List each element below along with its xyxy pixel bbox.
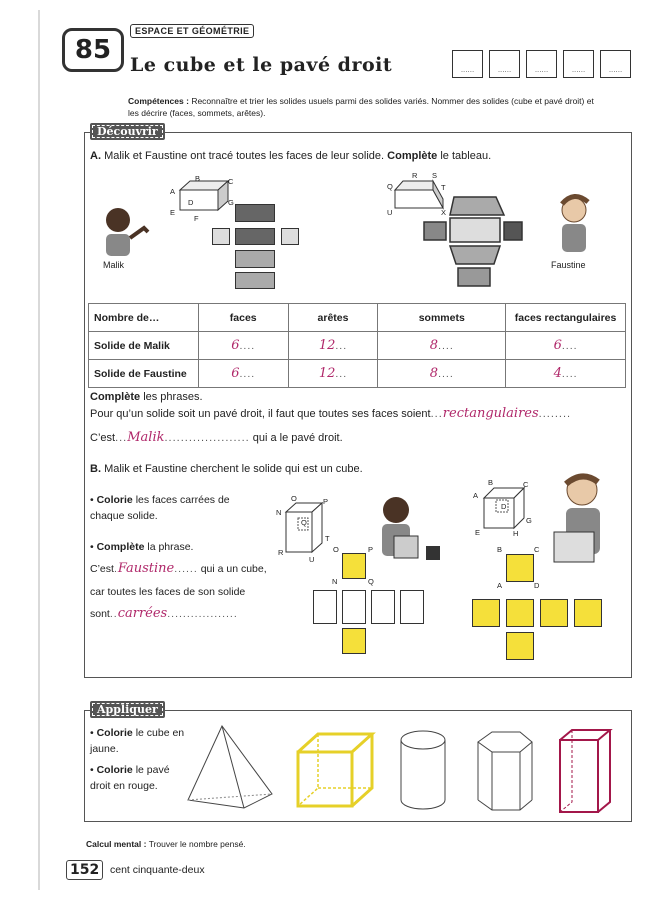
eval-box[interactable]: ...... (452, 50, 483, 78)
lesson-number: 85 (62, 28, 124, 72)
net-face-colored[interactable] (342, 553, 366, 579)
cube-sentence-3: sont..carrées.................. (90, 606, 238, 621)
net-face-colored[interactable] (472, 599, 500, 627)
table-cell[interactable]: 12... (288, 360, 378, 388)
part-a-end: le tableau. (440, 150, 492, 162)
faustine-cube-label: G (526, 516, 532, 525)
part-a-letter: A. (90, 150, 101, 162)
malik-cube-label: P (323, 497, 329, 506)
faustine-cube-label: C (523, 480, 529, 489)
appliquer-bullet-1: • Colorie le cube en jaune. (90, 727, 185, 755)
row-label: Solide de Malik (89, 332, 199, 360)
malik-net-label: O (333, 545, 339, 554)
faustine-cube-label: D (501, 502, 507, 511)
table-cell[interactable]: 4.... (506, 360, 626, 388)
calcul-label: Calcul mental : (86, 839, 147, 849)
answer: 6 (231, 366, 240, 381)
cube-sentence-2 (90, 584, 245, 600)
malik-label: F (194, 214, 199, 223)
eval-box[interactable]: ...... (526, 50, 557, 78)
appliquer-bullet-2-rest: le pavé droit en rouge. (90, 764, 170, 792)
bullet-2-bold: Complète (96, 541, 145, 553)
malik-b-illustration (372, 492, 442, 564)
net-face (235, 272, 275, 289)
faustine-net-label: D (534, 581, 540, 590)
table-cell[interactable]: 6.... (198, 332, 288, 360)
appliquer-tag: Appliquer (90, 701, 165, 718)
phrase-line-1: Pour qu’un solide soit un pavé droit, il faut que toutes ses faces soient...rectangulaires........ (90, 406, 572, 421)
malik-label: C (228, 177, 234, 186)
faustine-label: R (412, 171, 418, 180)
table-cell[interactable]: 6.... (198, 360, 288, 388)
faustine-b-illustration (540, 470, 620, 566)
faustine-cube-label: E (475, 528, 481, 537)
hexagonal-prism-shape[interactable] (478, 732, 532, 810)
table-header: sommets (378, 304, 506, 332)
eval-box[interactable]: ...... (563, 50, 594, 78)
bullet-1-bold: Colorie (96, 494, 133, 506)
margin-line (38, 10, 40, 890)
faustine-net (420, 194, 525, 290)
malik-solid-b (282, 500, 332, 560)
malik-label: A (170, 187, 176, 196)
net-face-colored[interactable] (574, 599, 602, 627)
answer: 6 (553, 338, 562, 353)
table-cell[interactable]: 12... (288, 332, 378, 360)
calcul-text: Trouver le nombre pensé. (148, 839, 246, 849)
table-cell[interactable]: 6.... (506, 332, 626, 360)
calcul-mental (86, 839, 246, 849)
appliquer-bullet-1-rest: le cube en jaune. (90, 727, 185, 755)
malik-cube-label: R (278, 548, 284, 557)
eval-box[interactable]: ...... (600, 50, 631, 78)
answer: 6 (231, 338, 240, 353)
cube-sentence-1: C’est.Faustine...... qui a un cube, (90, 561, 267, 576)
faustine-cube-label: B (488, 478, 494, 487)
part-b-intro (90, 463, 363, 475)
malik-net-label: N (332, 577, 338, 586)
malik-net-label: Q (368, 577, 374, 586)
malik-net-label: P (368, 545, 374, 554)
row-label: Solide de Faustine (89, 360, 199, 388)
part-b-text: Malik et Faustine cherchent le solide qui est un cube. (104, 463, 363, 475)
net-face[interactable] (371, 590, 395, 624)
net-face-colored[interactable] (540, 599, 568, 627)
malik-label: D (188, 198, 194, 207)
faustine-illustration (548, 190, 608, 256)
net-face[interactable] (313, 590, 337, 624)
net-face (235, 250, 275, 268)
malik-illustration (96, 200, 156, 260)
appliquer-solids (180, 720, 620, 816)
sentence-line-3: sont (90, 608, 110, 620)
net-face[interactable] (400, 590, 424, 624)
phrase-1-text: Pour qu’un solide soit un pavé droit, il faut que toutes ses faces soient (90, 408, 431, 420)
evaluation-boxes (452, 50, 631, 78)
bullet-1-rest: les faces carrées de chaque solide. (90, 494, 230, 522)
table-row (89, 360, 626, 388)
malik-name: Malik (103, 260, 125, 270)
pave-shape-red[interactable] (560, 730, 610, 812)
answer: 12 (318, 338, 336, 353)
faustine-name: Faustine (551, 260, 586, 270)
faustine-net-label: A (497, 581, 503, 590)
malik-cube-label: T (325, 534, 330, 543)
table-header: arêtes (288, 304, 378, 332)
malik-label: G (228, 198, 234, 207)
phrase-1-answer[interactable]: rectangulaires (442, 406, 539, 421)
page-title: Le cube et le pavé droit (130, 54, 393, 76)
malik-cube-label: U (309, 555, 315, 564)
net-face (235, 228, 275, 245)
appliquer-bullet-1-bold: Colorie (96, 727, 133, 739)
table-header: faces rectangulaires (506, 304, 626, 332)
appliquer-bullet-2: • Colorie le pavé droit en rouge. (90, 764, 170, 792)
pyramid-shape[interactable] (188, 726, 272, 808)
page-words: cent cinquante-deux (110, 864, 205, 876)
faustine-label: Q (387, 182, 393, 191)
cube-shape-yellow[interactable] (298, 734, 372, 806)
net-face (235, 204, 275, 222)
appliquer-bullet-2-bold: Colorie (96, 764, 133, 776)
net-face (212, 228, 230, 245)
sentence-answer-2[interactable]: carrées (117, 606, 168, 621)
net-face[interactable] (342, 590, 366, 624)
malik-cube-label: O (291, 494, 297, 503)
cylinder-shape[interactable] (401, 731, 445, 809)
net-face-colored[interactable] (506, 599, 534, 627)
table-header: faces (198, 304, 288, 332)
answer: 12 (318, 366, 336, 381)
phrase-line-2: C’est...Malik..................... qui a le pavé droit. (90, 430, 343, 445)
answer: 8 (429, 338, 439, 353)
table-header-row (89, 304, 626, 332)
bullet-2-rest: la phrase. (147, 541, 194, 553)
phrase-2-end: qui a le pavé droit. (252, 432, 343, 444)
part-b-bullet-1: • Colorie les faces carrées de chaque solide. (90, 494, 230, 522)
faustine-net-label: B (497, 545, 503, 554)
sentence-start: C’est (90, 563, 114, 575)
decouvrir-tag: Découvrir (90, 123, 165, 140)
table-header: Nombre de… (89, 304, 199, 332)
table-cell[interactable]: 8.... (378, 360, 506, 388)
sentence-line-2: car toutes les faces de son solide (90, 586, 246, 598)
faustine-cube-label: H (513, 529, 519, 538)
part-a-intro (90, 150, 491, 162)
answer: 4 (553, 366, 562, 381)
malik-label: E (170, 208, 176, 217)
net-face (281, 228, 299, 245)
malik-cube-label: Q (301, 518, 307, 527)
eval-box[interactable]: ...... (489, 50, 520, 78)
phrase-2-answer[interactable]: Malik (127, 430, 165, 445)
sentence-mid: qui a un cube, (200, 563, 267, 575)
faustine-label: S (432, 171, 438, 180)
answer: 8 (429, 366, 439, 381)
faustine-label: U (387, 208, 393, 217)
sentence-answer-1[interactable]: Faustine (117, 561, 175, 576)
phrase-2-text: C’est (90, 432, 116, 444)
table-row (89, 332, 626, 360)
competences-text: Reconnaître et trier les solides usuels parmi des solides variés. Nommer des solides (cube et pavé droit) et les décrire (faces, sommets, arêtes). (128, 96, 594, 118)
phrases-bold: Complète (90, 391, 141, 403)
net-face-colored[interactable] (342, 628, 366, 654)
faustine-net-label: C (534, 545, 540, 554)
part-b-letter: B. (90, 463, 101, 475)
competences (128, 95, 598, 119)
malik-label: B (195, 174, 201, 183)
table-cell[interactable]: 8.... (378, 332, 506, 360)
faustine-label: X (441, 208, 447, 217)
phrases-heading (90, 391, 203, 403)
part-a-text: Malik et Faustine ont tracé toutes les faces de leur solide. (104, 150, 385, 162)
page-number: 152 (66, 860, 103, 880)
faustine-label: T (441, 183, 446, 192)
part-b-bullet-2: • Complète la phrase. (90, 541, 194, 553)
part-a-bold: Complète (387, 150, 438, 162)
competences-label: Compétences : (128, 96, 189, 106)
net-face-colored[interactable] (506, 554, 534, 582)
malik-cube-label: N (276, 508, 282, 517)
phrases-rest: les phrases. (143, 391, 203, 403)
net-face-colored[interactable] (506, 632, 534, 660)
category-tag: ESPACE ET GÉOMÉTRIE (130, 24, 254, 38)
solid-table (88, 303, 626, 388)
faustine-cube-label: A (473, 491, 479, 500)
